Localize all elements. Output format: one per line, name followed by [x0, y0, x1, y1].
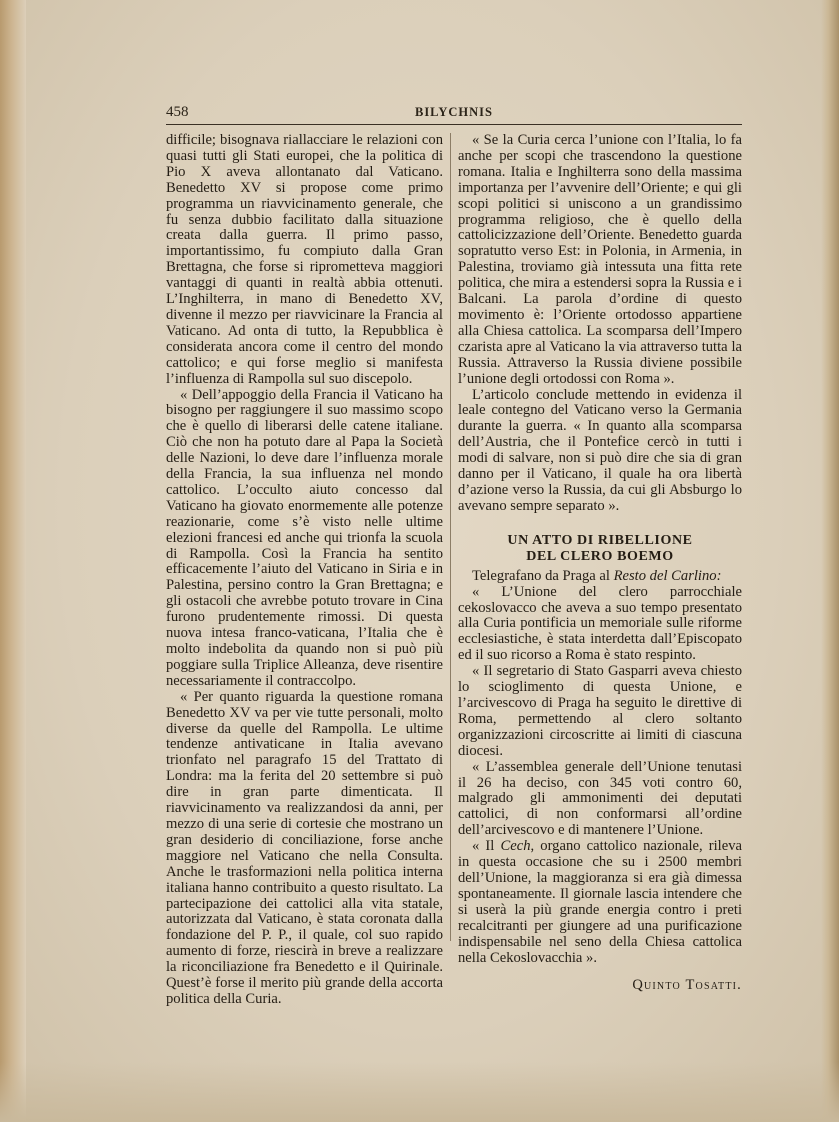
page-bottom-edge [0, 1062, 839, 1122]
section-title-line: UN ATTO DI RIBELLIONE [507, 532, 693, 548]
page-left-edge [0, 0, 26, 1122]
paragraph: L’articolo conclude mettendo in evidenza il leale contegno del Vaticano verso la Germania durante la guerra. « In quanto alla scomparsa dell’Austria, che il Pontefice cercò in tutti i modi di salvare, non si può dire che sia di gran danno per il Vaticano, il quale ha ora libertà d’azione verso la Russia, da cui gli Absburgo lo avevano sempre separato ». [458, 386, 742, 514]
intro-paragraph [458, 569, 742, 585]
paragraph: « Il segretario di Stato Gasparri aveva chiesto lo scioglimento di questa Unione, e l’arcivescovo di Praga ha seguito le direttive di Roma, permettendo al clero soltanto organizzazioni circoscritte ai limiti di ciascuna diocesi. [458, 663, 742, 759]
paragraph: difficile; bisognava riallacciare le relazioni con quasi tutti gli Stati europei, che la politica di Pio X aveva allontanato dal Vaticano. Benedetto XV si propose come primo programma un riavvicinamento generale, che fu senza dubbio facilitato dalla situazione creata dalla guerra. Il primo passo, importantissimo, fu compiuto dalla Gran Brettagna, che forse si riprometteva maggiori vantaggi di quanti in realtà abbia ottenuti. L’Inghilterra, in mano di Benedetto XV, divenne il mezzo per riavvicinare la Francia al Vaticano. Ad onta di tutto, la Repubblica è considerata ancora come il centro del mondo cattolico; e qui forse meglio si manifesta l’influenza di Rampolla sul suo discepolo. [166, 132, 443, 387]
cech-text: , organo cattolico nazionale, rileva in questa occasione che su i 2500 membri dell’Unione, la maggioranza si era già dimessa spontaneamente. Il giornale lascia intendere che si userà la più grande energia contro i preti recalcitranti per giungere ad una purificazione indispensabile nel seno della Chiesa cattolica nella Cekoslovacchia ». [458, 838, 742, 966]
column-divider [450, 133, 451, 941]
page-number: 458 [166, 104, 189, 120]
section-title-line: DEL CLERO BOEMO [526, 548, 674, 564]
paragraph: « Per quanto riguarda la questione romana Benedetto XV va per vie tutte personali, molto diverse da quelle del Rampolla. Le ultime tendenze antivaticane in Italia avevano trionfato nel paragrafo 15 del Trattato di Londra: ma la ferita del 20 settembre si può dire in gran parte dimenticata. Il riavvicinamento va realizzandosi da anni, per mezzo di una serie di cortesie che mostrano un gran desiderio di conciliazione, forse anche maggiore nel Vaticano che nella Consulta. Anche le trasformazioni nella politica interna italiana hanno contribuito a questo risultato. La partecipazione dei cattolici alla vita statale, autorizzata dal Vaticano, è stata coronata dalla fondazione del P. P., il quale, col suo rapido aumento di forze, riescirà in breve a realizzare la riconciliazione fra Benedetto e il Quirinale. Quest’è forse il merito più grande della accorta politica della Curia. [166, 688, 443, 1007]
page-header [166, 104, 742, 124]
paragraph: « L’Unione del clero parrocchiale cekoslovacco che aveva a suo tempo presentato alla Curia pontificia un memoriale sulle riforme ecclesiastiche, è stata interdetta dall’Episcopato ed il suo ricorso a Roma è stato respinto. [458, 583, 742, 664]
page-right-edge [821, 0, 839, 1122]
newspaper-name: Cech [500, 838, 531, 855]
paragraph: « Se la Curia cerca l’unione con l’Italia, lo fa anche per scopi che trascendono la questione romana. Italia e Inghilterra sono della massima importanza per l’avvenire dell’Oriente; e qui gli scopi politici si uniscono a un grandissimo programma religioso, che è quello della cattolicizzazione dell’Oriente. Benedetto guarda sopratutto verso Est: in Polonia, in Armenia, in Palestina, troviamo già intessuta una fitta rete politica, che mira a estendersi sopra la Russia e i Balcani. La parola d’ordine di questo movimento è: l’Oriente ortodosso appartiene alla Chiesa cattolica. La scomparsa dell’Impero czarista apre al Vaticano la via attraverso tutta la Russia. Attraverso la Russia diviene possibile l’unione degli ortodossi con Roma ». [458, 132, 742, 387]
paragraph: « Dell’appoggio della Francia il Vaticano ha bisogno per raggiungere il suo massimo scopo che è quello di liberarsi delle catene italiane. Ciò che non ha potuto dare al Papa la Società delle Nazioni, lo deve dare l’influenza morale della Francia, la sua influenza nel mondo cattolico. L’occulto aiuto concesso dal Vaticano ha giovato enormemente alle potenze reazionarie, come s’è visto nelle ultime elezioni francesi ed anche qui trionfa la scuola di Rampolla. Così la Francia ha sentito efficacemente l’aiuto del Vaticano in Siria e in Palestina, persino contro la Gran Brettagna; e gli ostacoli che avrebbe potuto trovare in Cina furono prudentemente rimossi. Di questa nuova intesa franco-vaticana, l’Italia che è molto indebolita da quando non si può più poggiare sulla Triplice Alleanza, deve risentire necessariamente il contraccolpo. [166, 386, 443, 689]
source-name: Resto del Carlino: [613, 567, 722, 584]
right-column [458, 133, 742, 994]
left-column [166, 133, 443, 1008]
paragraph [458, 839, 742, 966]
cech-prefix: « Il [472, 838, 495, 855]
author-signature: Quinto Tosatti. [632, 977, 742, 994]
journal-title: BILYCHNIS [414, 105, 493, 119]
intro-text: Telegrafano da Praga al [472, 567, 610, 584]
paragraph: « L’assemblea generale dell’Unione tenutasi il 26 ha deciso, con 345 voti contro 60, malgrado gli ammonimenti dei deputati cattolici, di non conformarsi all’ordine dell’arcivescovo e di mantenere l’Unione. [458, 758, 742, 839]
header-rule [166, 124, 742, 125]
section-title [458, 533, 742, 565]
